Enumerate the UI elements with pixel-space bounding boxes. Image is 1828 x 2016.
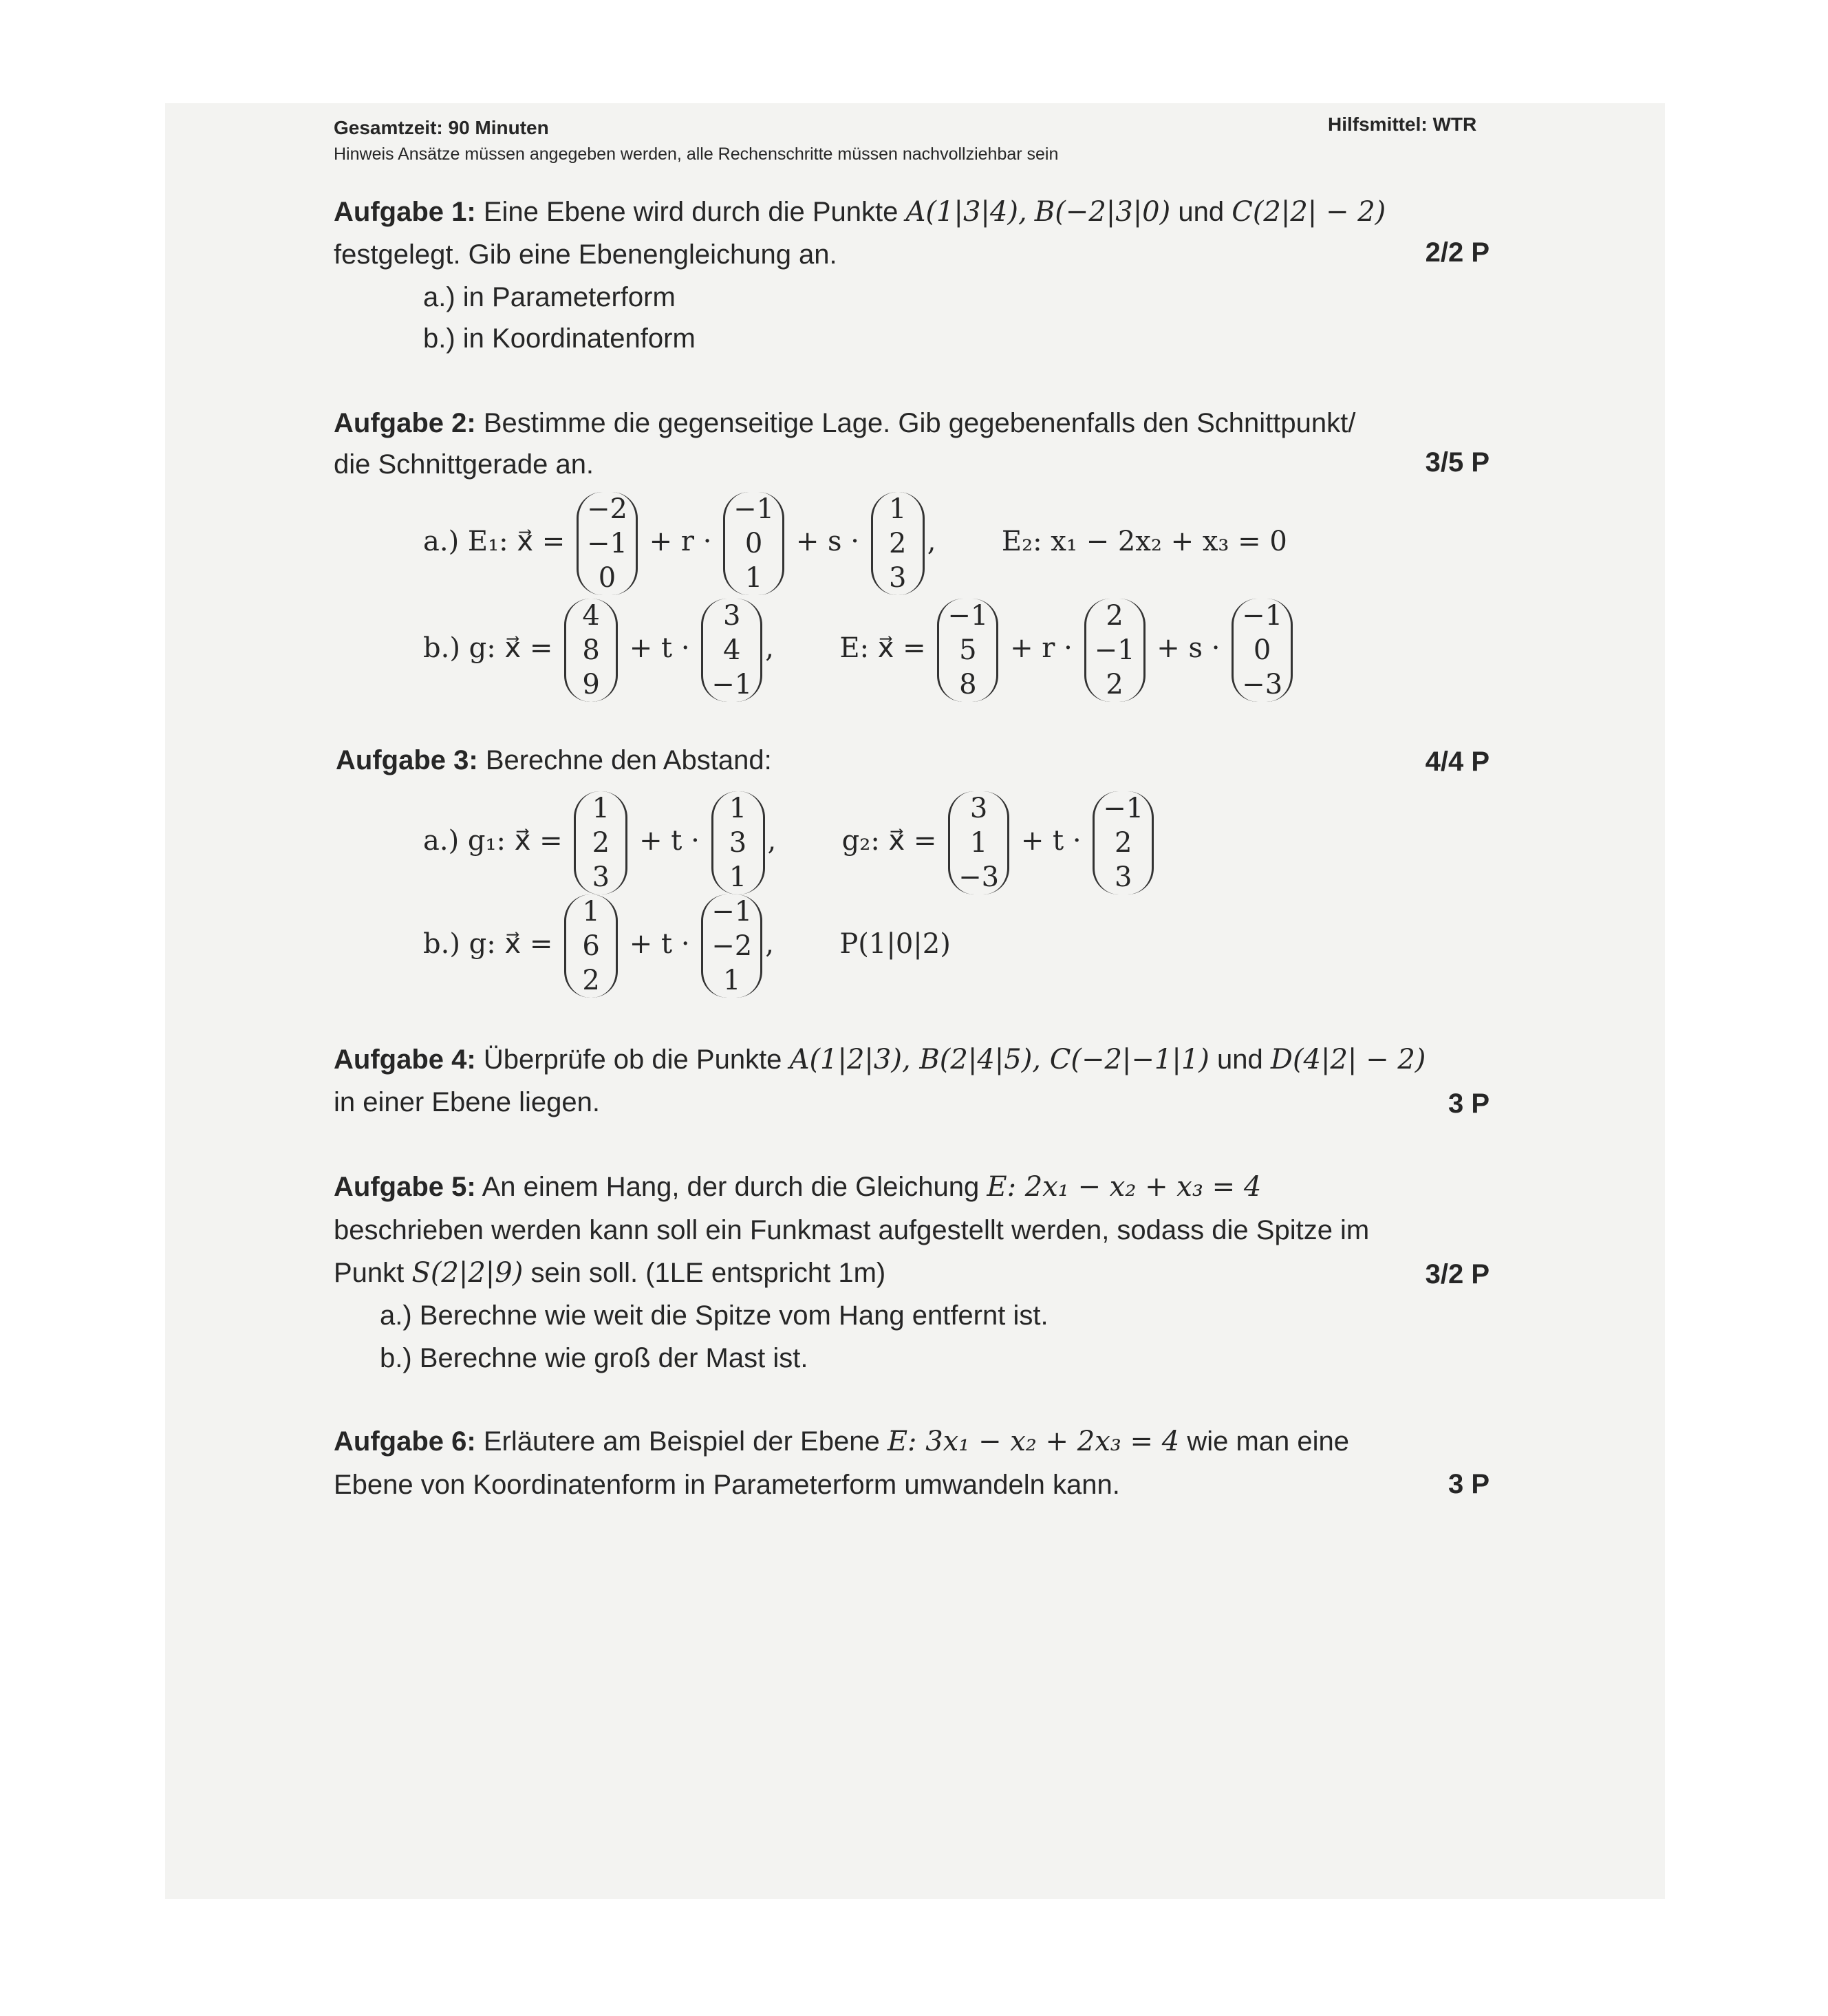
math-term: + s ·	[795, 526, 859, 557]
vector	[577, 492, 638, 595]
math-term: −1	[1094, 634, 1135, 666]
math-term: 4	[582, 600, 600, 632]
math-term: 3	[969, 793, 988, 824]
task4-points: 3 P	[1448, 1089, 1490, 1119]
math-term: ,	[927, 526, 936, 557]
plane-eq: E: 3x₁ − x₂ + 2x₃ = 4	[887, 1426, 1180, 1457]
math-term: a.)	[423, 825, 460, 857]
math-term: 1	[582, 896, 600, 927]
math-term: + s ·	[1157, 632, 1221, 664]
task6-line1: Aufgabe 6: Erläutere am Beispiel der Ebene E: 3x₁ − x₂ + 2x₃ = 4 wie man eine	[334, 1426, 1349, 1457]
math-term: 4	[723, 634, 741, 666]
vector	[711, 791, 765, 894]
vector	[1084, 599, 1146, 702]
math-term: 1	[723, 965, 741, 996]
line-g1-lhs: g₁: x⃗ =	[467, 825, 563, 857]
point-C: C(2|2| − 2)	[1232, 196, 1386, 228]
task4-line1: Aufgabe 4: Überprüfe ob die Punkte A(1|2|3), B(2|4|5), C(−2|−1|1) und D(4|2| − 2)	[334, 1044, 1426, 1075]
total-time: Gesamtzeit: 90 Minuten	[334, 117, 549, 138]
math-term: 0	[744, 528, 763, 559]
task2-points: 3/5 P	[1425, 447, 1490, 478]
task1-sub-b: b.) in Koordinatenform	[423, 323, 696, 354]
task5-points: 3/2 P	[1425, 1259, 1490, 1289]
math-term: −1	[733, 493, 775, 525]
vector	[871, 492, 925, 595]
math-term: −3	[1242, 669, 1283, 700]
task5-line3: Punkt S(2|2|9) sein soll. (1LE entspricht 1m)	[334, 1257, 886, 1289]
math-term: 2	[888, 528, 907, 559]
math-term: b.)	[423, 928, 460, 960]
vector	[948, 791, 1009, 894]
math-term: + r ·	[1010, 632, 1073, 664]
task3-eq-a	[423, 791, 1157, 894]
math-term: 1	[969, 827, 988, 859]
math-term: −1	[711, 669, 753, 700]
math-term: 1	[888, 493, 907, 525]
math-term: 3	[723, 600, 741, 632]
slope-plane-eq: E: 2x₁ − x₂ + x₃ = 4	[987, 1171, 1262, 1203]
point-S: S(2|2|9)	[411, 1257, 524, 1289]
vector	[937, 599, 998, 702]
line-g-lhs: g: x⃗ =	[469, 632, 553, 664]
math-term: 2	[1106, 600, 1123, 632]
task1-line1: Aufgabe 1: Eine Ebene wird durch die Punkte A(1|3|4), B(−2|3|0) und C(2|2| − 2)	[334, 196, 1386, 228]
math-term: −3	[958, 861, 1000, 893]
task6-points: 3 P	[1448, 1469, 1490, 1499]
task5-line2: beschrieben werden kann soll ein Funkmast aufgestellt werden, sodass die Spitze im	[334, 1215, 1370, 1245]
math-term: ,	[765, 928, 774, 960]
point-B: B(−2|3|0)	[1034, 196, 1171, 228]
task1-label: Aufgabe 1:	[334, 197, 476, 227]
task5-sub-b: b.) Berechne wie groß der Mast ist.	[380, 1343, 808, 1373]
math-term: ,	[765, 632, 774, 664]
vector	[701, 894, 762, 998]
math-term: −1	[947, 600, 989, 632]
math-term: 8	[582, 634, 600, 666]
vector	[574, 791, 627, 894]
vector	[723, 492, 784, 595]
math-term: 3	[1115, 861, 1132, 893]
vector	[701, 599, 762, 702]
math-term: 2	[592, 827, 610, 859]
math-term: 1	[729, 793, 747, 824]
task2-line1: Aufgabe 2: Bestimme die gegenseitige Lage. Gib gegebenenfalls den Schnittpunkt/	[334, 408, 1356, 438]
math-term: 0	[598, 562, 616, 594]
math-term: 1	[744, 562, 763, 594]
task5-line1: Aufgabe 5: An einem Hang, der durch die Gleichung E: 2x₁ − x₂ + x₃ = 4	[334, 1171, 1262, 1203]
math-term: + t ·	[629, 632, 690, 664]
math-term: −1	[586, 528, 627, 559]
math-term: + t ·	[1020, 825, 1082, 857]
math-term: 3	[592, 861, 610, 893]
math-term: a.)	[423, 526, 460, 557]
vector	[1093, 791, 1154, 894]
math-term: −1	[1242, 600, 1283, 632]
vector	[564, 599, 618, 702]
math-term: 2	[582, 965, 600, 996]
math-term: + r ·	[649, 526, 712, 557]
math-term: 2	[1115, 827, 1132, 859]
task4-label: Aufgabe 4:	[334, 1044, 476, 1075]
task5-label: Aufgabe 5:	[334, 1172, 476, 1202]
task1-points: 2/2 P	[1425, 237, 1490, 268]
task6-line2: Ebene von Koordinatenform in Parameterform umwandeln kann.	[334, 1470, 1120, 1500]
task1-sub-a: a.) in Parameterform	[423, 282, 676, 312]
plane-E1-lhs: E₁: x⃗ =	[467, 526, 566, 557]
math-term: ,	[767, 825, 777, 857]
line-g2-lhs: g₂: x⃗ =	[841, 825, 937, 857]
point-A: A(1|3|4),	[905, 196, 1027, 228]
task3-line1: Aufgabe 3: Berechne den Abstand:	[336, 745, 772, 775]
vector	[1232, 599, 1293, 702]
math-term: 5	[959, 634, 977, 666]
task3-eq-b	[423, 894, 951, 998]
allowed-aids: Hilfsmittel: WTR	[1328, 114, 1477, 135]
math-term: 8	[959, 669, 977, 700]
task4-line2: in einer Ebene liegen.	[334, 1087, 600, 1117]
math-term: 1	[729, 861, 747, 893]
math-term: b.)	[423, 632, 460, 664]
plane-E2: E₂: x₁ − 2x₂ + x₃ = 0	[1001, 526, 1287, 557]
math-term: 9	[582, 669, 600, 700]
point-P: P(1|0|2)	[839, 928, 951, 960]
math-term: −1	[1103, 793, 1144, 824]
task2-eq-b	[423, 599, 1295, 702]
math-term: 2	[1106, 669, 1123, 700]
math-term: 3	[888, 562, 907, 594]
math-term: 0	[1253, 634, 1271, 666]
exam-sheet	[165, 103, 1665, 1899]
line-g-lhs: g: x⃗ =	[469, 928, 553, 960]
task5-sub-a: a.) Berechne wie weit die Spitze vom Hang entfernt ist.	[380, 1300, 1049, 1331]
task2-label: Aufgabe 2:	[334, 408, 476, 438]
plane-E-lhs: E: x⃗ =	[839, 632, 926, 664]
point-D: D(4|2| − 2)	[1270, 1044, 1426, 1075]
vector	[564, 894, 618, 998]
points-ABC: A(1|2|3), B(2|4|5), C(−2|−1|1)	[789, 1044, 1209, 1075]
math-term: −2	[711, 930, 753, 962]
task2-eq-a	[423, 492, 1287, 595]
task3-label: Aufgabe 3:	[336, 745, 478, 775]
math-term: + t ·	[639, 825, 700, 857]
math-term: −1	[711, 896, 753, 927]
hint-text: Hinweis Ansätze müssen angegeben werden, alle Rechenschritte müssen nachvollziehbar sein	[334, 144, 1059, 164]
task2-line2: die Schnittgerade an.	[334, 449, 594, 480]
math-term: 6	[582, 930, 600, 962]
math-term: 1	[592, 793, 610, 824]
task3-points: 4/4 P	[1425, 747, 1490, 777]
math-term: −2	[586, 493, 627, 525]
task1-line2: festgelegt. Gib eine Ebenengleichung an.	[334, 239, 837, 270]
task6-label: Aufgabe 6:	[334, 1426, 476, 1457]
math-term: 3	[729, 827, 747, 859]
math-term: + t ·	[629, 928, 690, 960]
